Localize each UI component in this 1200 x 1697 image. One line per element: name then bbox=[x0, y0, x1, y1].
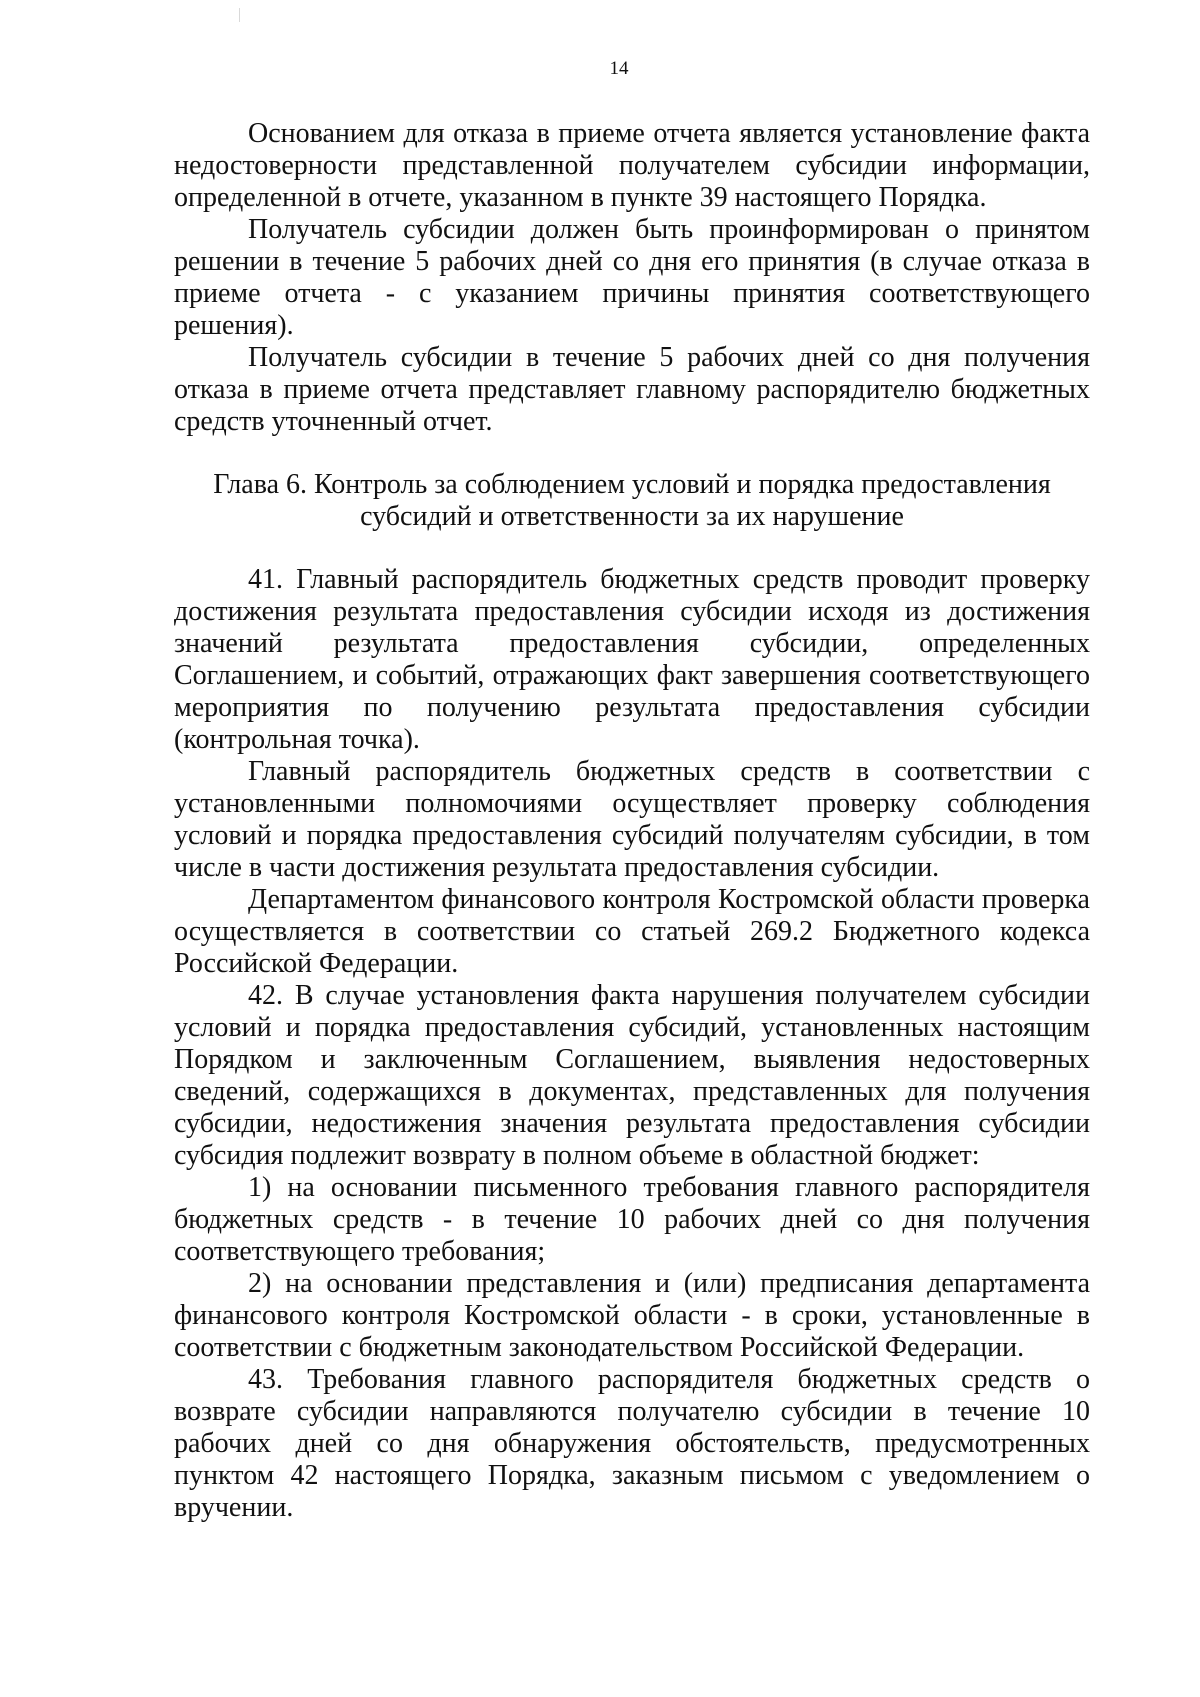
chapter-heading bbox=[174, 469, 1090, 533]
document-body bbox=[174, 118, 1090, 1524]
paragraph-41-main-distributor: Главный распорядитель бюджетных средств в соответствии с установленными полномочиями осуществляет проверку соблюдения условий и порядка предоставления субсидий получателям субсидии, в том числе в части достижения результата предоставления субсидии. bbox=[174, 756, 1090, 883]
chapter-heading-line-2: субсидий и ответственности за их нарушение bbox=[360, 501, 904, 532]
paragraph-refusal-grounds: Основанием для отказа в приеме отчета является установление факта недостоверности представленной получателем субсидии информации, определенной в отчете, указанном в пункте 39 настоящего Порядка. bbox=[174, 118, 1090, 213]
paragraph-41: 41. Главный распорядитель бюджетных средств проводит проверку достижения результата предоставления субсидии исходя из достижения значений результата предоставления субсидии, определенных Соглашением, и событий, отражающих факт завершения соответствующего мероприятия по получению результата предоставления субсидии (контрольная точка). bbox=[174, 564, 1090, 755]
paragraph-corrected-report: Получатель субсидии в течение 5 рабочих дней со дня получения отказа в приеме отчета представляет главному распорядителю бюджетных средств уточненный отчет. bbox=[174, 342, 1090, 437]
paragraph-42-item-2: 2) на основании представления и (или) предписания департамента финансового контроля Костромской области - в сроки, установленные в соответствии с бюджетным законодательством Российской Федерации. bbox=[174, 1268, 1090, 1363]
paragraph-recipient-notified: Получатель субсидии должен быть проинформирован о принятом решении в течение 5 рабочих дней со дня его принятия (в случае отказа в приеме отчета - с указанием причины принятия соответствующего решения). bbox=[174, 214, 1090, 341]
paragraph-41-financial-control: Департаментом финансового контроля Костромской области проверка осуществляется в соответствии со статьей 269.2 Бюджетного кодекса Российской Федерации. bbox=[174, 884, 1090, 979]
paragraph-42: 42. В случае установления факта нарушения получателем субсидии условий и порядка предоставления субсидий, установленных настоящим Порядком и заключенным Соглашением, выявления недостоверных сведений, содержащихся в документах, представленных для получения субсидии, недостижения значения результата предоставления субсидии субсидия подлежит возврату в полном объеме в областной бюджет: bbox=[174, 980, 1090, 1171]
paragraph-43: 43. Требования главного распорядителя бюджетных средств о возврате субсидии направляются получателю субсидии в течение 10 рабочих дней со дня обнаружения обстоятельств, предусмотренных пунктом 42 настоящего Порядка, заказным письмом с уведомлением о вручении. bbox=[174, 1364, 1090, 1523]
chapter-heading-line-1: Глава 6. Контроль за соблюдением условий и порядка предоставления bbox=[213, 469, 1051, 500]
page-number: 14 bbox=[609, 58, 629, 79]
paragraph-42-item-1: 1) на основании письменного требования главного распорядителя бюджетных средств - в течение 10 рабочих дней со дня получения соответствующего требования; bbox=[174, 1172, 1090, 1267]
scan-speck bbox=[239, 8, 240, 22]
